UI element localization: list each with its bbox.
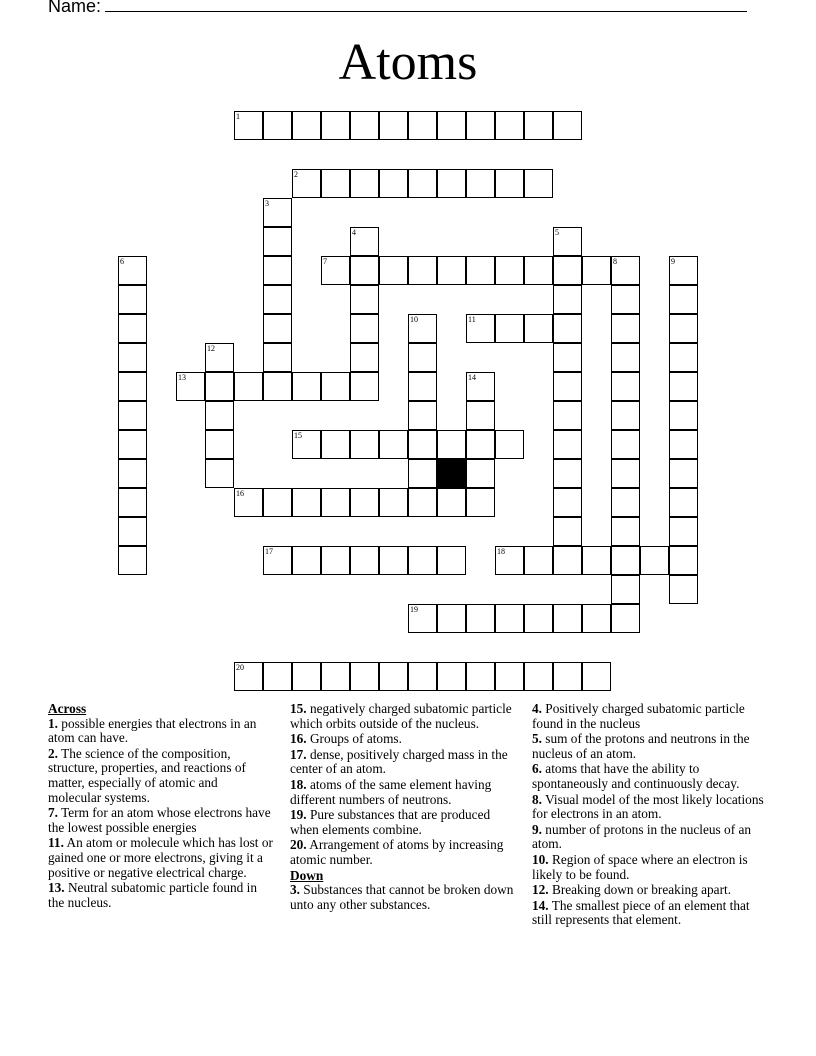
across-clue <box>48 881 273 910</box>
clue-number: 1. <box>48 715 58 731</box>
grid-cell[interactable] <box>118 546 147 575</box>
grid-cell[interactable] <box>466 662 495 691</box>
clues-column-2 <box>290 702 520 913</box>
across-clue <box>290 732 520 747</box>
clue-number-1: 1 <box>236 112 240 121</box>
grid-cell[interactable] <box>466 169 495 198</box>
clues-column-3 <box>532 702 772 929</box>
clues-column-1 <box>48 702 273 911</box>
grid-cell[interactable] <box>611 343 640 372</box>
clue-number-14: 14 <box>468 373 476 382</box>
grid-cell[interactable] <box>379 488 408 517</box>
across-clue <box>290 748 520 777</box>
grid-cell[interactable] <box>205 459 234 488</box>
down-clue <box>532 702 772 731</box>
grid-cell[interactable] <box>611 314 640 343</box>
grid-cell[interactable] <box>611 285 640 314</box>
grid-cell[interactable] <box>350 546 379 575</box>
grid-cell[interactable] <box>118 285 147 314</box>
clue-text: Visual model of the most likely locations for electrons in an atom. <box>532 791 764 822</box>
clue-text: sum of the protons and neutrons in the nucleus of an atom. <box>532 731 750 761</box>
clue-number: 20. <box>290 837 307 853</box>
clue-text: Groups of atoms. <box>306 731 402 747</box>
grid-cell[interactable] <box>321 430 350 459</box>
grid-cell[interactable] <box>118 372 147 401</box>
grid-cell[interactable] <box>611 604 640 633</box>
across-clue <box>48 747 273 805</box>
clue-text: The science of the composition, structure, properties, and reactions of matter, especially of atomic and molecular systems. <box>48 745 246 805</box>
grid-cell[interactable] <box>553 372 582 401</box>
grid-cell[interactable] <box>263 372 292 401</box>
grid-cell[interactable] <box>495 111 524 140</box>
grid-cell[interactable] <box>292 546 321 575</box>
grid-cell[interactable] <box>205 401 234 430</box>
grid-cell[interactable] <box>669 314 698 343</box>
down-clue <box>532 762 772 791</box>
clue-number-8: 8 <box>613 257 617 266</box>
down-clue <box>532 883 772 898</box>
grid-cell[interactable] <box>408 546 437 575</box>
grid-cell[interactable] <box>582 604 611 633</box>
grid-cell[interactable] <box>466 401 495 430</box>
clue-text: Pure substances that are produced when elements combine. <box>290 807 491 837</box>
clue-number-9: 9 <box>671 257 675 266</box>
grid-cell[interactable] <box>553 459 582 488</box>
grid-cell[interactable] <box>263 227 292 256</box>
clue-text: Region of space where an electron is likely to be found. <box>532 851 748 882</box>
grid-cell[interactable] <box>350 169 379 198</box>
grid-cell[interactable] <box>263 488 292 517</box>
grid-cell[interactable] <box>582 546 611 575</box>
grid-cell[interactable] <box>408 169 437 198</box>
clue-number: 10. <box>532 851 549 867</box>
grid-cell[interactable] <box>408 488 437 517</box>
grid-cell[interactable] <box>408 459 437 488</box>
clue-number: 19. <box>290 807 307 823</box>
grid-cell[interactable] <box>205 372 234 401</box>
grid-cell[interactable] <box>553 430 582 459</box>
grid-cell[interactable] <box>437 111 466 140</box>
clue-number-10: 10 <box>410 315 418 324</box>
grid-cell[interactable] <box>205 430 234 459</box>
grid-cell[interactable] <box>611 372 640 401</box>
grid-cell[interactable] <box>669 401 698 430</box>
across-clue <box>290 702 520 731</box>
grid-cell[interactable] <box>466 459 495 488</box>
clue-number: 9. <box>532 821 542 837</box>
grid-cell[interactable] <box>437 604 466 633</box>
grid-cell[interactable] <box>350 488 379 517</box>
grid-cell[interactable] <box>611 517 640 546</box>
clue-text: atoms of the same element having different numbers of neutrons. <box>290 776 492 807</box>
clue-number: 4. <box>532 701 542 716</box>
clue-text: An atom or molecule which has lost or gained one or more electrons, giving it a positive or negative electrical charge. <box>48 835 273 880</box>
across-clue <box>290 808 520 837</box>
across-clue <box>48 836 273 880</box>
grid-cell[interactable] <box>321 111 350 140</box>
grid-cell[interactable] <box>669 459 698 488</box>
grid-cell[interactable] <box>350 372 379 401</box>
clue-number-16: 16 <box>236 489 244 498</box>
grid-cell[interactable] <box>408 111 437 140</box>
grid-cell[interactable] <box>379 430 408 459</box>
clue-text: Breaking down or breaking apart. <box>548 882 732 898</box>
clue-number: 11. <box>48 835 64 851</box>
clue-text: negatively charged subatomic particle which orbits outside of the nucleus. <box>290 701 512 731</box>
down-heading: Down <box>290 867 324 883</box>
clue-number: 3. <box>290 882 300 898</box>
clue-number: 5. <box>532 731 542 747</box>
clue-number: 13. <box>48 880 65 896</box>
grid-cell[interactable] <box>118 517 147 546</box>
clue-number-15: 15 <box>294 431 302 440</box>
grid-cell[interactable] <box>669 343 698 372</box>
clue-number-4: 4 <box>352 228 356 237</box>
clue-number: 15. <box>290 701 307 716</box>
grid-cell[interactable] <box>408 662 437 691</box>
grid-cell[interactable] <box>669 575 698 604</box>
clue-text: Substances that cannot be broken down unto any other substances. <box>290 882 514 912</box>
grid-cell[interactable] <box>350 430 379 459</box>
grid-cell[interactable] <box>495 169 524 198</box>
grid-cell[interactable] <box>524 662 553 691</box>
grid-cell[interactable] <box>553 604 582 633</box>
grid-cell[interactable] <box>611 488 640 517</box>
grid-cell[interactable] <box>118 488 147 517</box>
across-clue <box>290 778 520 807</box>
grid-cell[interactable] <box>611 459 640 488</box>
grid-cell[interactable] <box>524 314 553 343</box>
grid-cell[interactable] <box>263 256 292 285</box>
across-heading: Across <box>48 701 87 716</box>
down-clue <box>290 883 520 912</box>
clue-number-19: 19 <box>410 605 418 614</box>
grid-cell[interactable] <box>611 401 640 430</box>
clue-number-12: 12 <box>207 344 215 353</box>
clue-number-2: 2 <box>294 170 298 179</box>
grid-cell[interactable] <box>408 401 437 430</box>
clue-number-3: 3 <box>265 199 269 208</box>
grid-cell[interactable] <box>321 662 350 691</box>
clue-number-13: 13 <box>178 373 186 382</box>
grid-cell[interactable] <box>437 169 466 198</box>
clue-number-11: 11 <box>468 315 476 324</box>
grid-cell[interactable] <box>611 546 640 575</box>
clue-number: 7. <box>48 805 58 821</box>
grid-cell[interactable] <box>263 662 292 691</box>
grid-cell[interactable] <box>524 546 553 575</box>
grid-cell[interactable] <box>553 285 582 314</box>
grid-cell[interactable] <box>495 256 524 285</box>
clue-number-20: 20 <box>236 663 244 672</box>
clue-number: 17. <box>290 746 307 762</box>
grid-cell[interactable] <box>524 256 553 285</box>
grid-cell[interactable] <box>669 546 698 575</box>
across-clue <box>290 838 520 867</box>
grid-cell[interactable] <box>466 488 495 517</box>
name-label: Name: <box>48 0 102 16</box>
grid-cell[interactable] <box>669 430 698 459</box>
grid-cell[interactable] <box>669 517 698 546</box>
grid-cell[interactable] <box>553 314 582 343</box>
grid-cell[interactable] <box>437 488 466 517</box>
grid-cell[interactable] <box>292 372 321 401</box>
clue-text: Neutral subatomic particle found in the nucleus. <box>48 880 258 910</box>
clue-number-17: 17 <box>265 547 273 556</box>
clue-number-6: 6 <box>120 257 124 266</box>
clue-number: 12. <box>532 882 549 898</box>
grid-cell[interactable] <box>437 546 466 575</box>
grid-cell[interactable] <box>263 343 292 372</box>
grid-cell[interactable] <box>118 343 147 372</box>
grid-cell[interactable] <box>292 662 321 691</box>
grid-cell[interactable] <box>553 401 582 430</box>
grid-cell[interactable] <box>292 111 321 140</box>
grid-cell[interactable] <box>582 662 611 691</box>
down-clue <box>532 853 772 882</box>
grid-cell[interactable] <box>669 372 698 401</box>
grid-cell[interactable] <box>524 111 553 140</box>
grid-cell[interactable] <box>408 343 437 372</box>
grid-cell[interactable] <box>118 430 147 459</box>
clue-number: 18. <box>290 776 307 792</box>
grid-cell[interactable] <box>495 662 524 691</box>
clue-text: number of protons in the nucleus of an atom. <box>532 821 751 852</box>
grid-cell[interactable] <box>669 285 698 314</box>
down-clue <box>532 793 772 822</box>
clue-text: Positively charged subatomic particle found in the nucleus <box>532 701 745 731</box>
clue-text: The smallest piece of an element that still represents that element. <box>532 897 750 928</box>
grid-cell[interactable] <box>437 430 466 459</box>
grid-cell[interactable] <box>437 662 466 691</box>
grid-cell[interactable] <box>553 662 582 691</box>
grid-cell[interactable] <box>379 662 408 691</box>
grid-cell[interactable] <box>495 430 524 459</box>
grid-cell[interactable] <box>437 256 466 285</box>
grid-cell[interactable] <box>350 285 379 314</box>
grid-cell[interactable] <box>553 546 582 575</box>
grid-cell[interactable] <box>582 256 611 285</box>
grid-cell[interactable] <box>350 662 379 691</box>
grid-cell[interactable] <box>553 343 582 372</box>
grid-cell[interactable] <box>118 459 147 488</box>
across-clue <box>48 717 273 746</box>
grid-cell[interactable] <box>263 111 292 140</box>
clue-number: 2. <box>48 745 58 761</box>
grid-cell[interactable] <box>466 111 495 140</box>
grid-cell[interactable] <box>118 314 147 343</box>
clue-number-7: 7 <box>323 257 327 266</box>
grid-cell[interactable] <box>379 111 408 140</box>
puzzle-title: Atoms <box>338 34 478 91</box>
grid-cell[interactable] <box>350 314 379 343</box>
grid-cell[interactable] <box>524 169 553 198</box>
black-cell <box>437 459 466 488</box>
across-clue <box>48 806 273 835</box>
grid-cell[interactable] <box>321 372 350 401</box>
down-clue <box>532 899 772 928</box>
clue-text: atoms that have the ability to spontaneously and continuously decay. <box>532 761 740 791</box>
clue-text: Arrangement of atoms by increasing atomic number. <box>290 837 504 867</box>
grid-cell[interactable] <box>408 256 437 285</box>
grid-cell[interactable] <box>553 256 582 285</box>
grid-cell[interactable] <box>524 604 553 633</box>
grid-cell[interactable] <box>379 256 408 285</box>
grid-cell[interactable] <box>611 575 640 604</box>
grid-cell[interactable] <box>321 169 350 198</box>
grid-cell[interactable] <box>553 488 582 517</box>
down-clue <box>532 732 772 761</box>
clue-text: Term for an atom whose electrons have the lowest possible energies <box>48 805 271 835</box>
grid-cell[interactable] <box>350 256 379 285</box>
grid-cell[interactable] <box>553 111 582 140</box>
grid-cell[interactable] <box>408 430 437 459</box>
grid-cell[interactable] <box>466 256 495 285</box>
grid-cell[interactable] <box>321 488 350 517</box>
grid-cell[interactable] <box>495 604 524 633</box>
grid-cell[interactable] <box>553 517 582 546</box>
clue-text: dense, positively charged mass in the center of an atom. <box>290 746 508 777</box>
grid-cell[interactable] <box>379 169 408 198</box>
clue-text: possible energies that electrons in an atom can have. <box>48 715 257 746</box>
clue-number: 14. <box>532 897 549 913</box>
grid-cell[interactable] <box>292 488 321 517</box>
grid-cell[interactable] <box>640 546 669 575</box>
clue-number: 6. <box>532 761 542 777</box>
grid-cell[interactable] <box>466 604 495 633</box>
grid-cell[interactable] <box>321 546 350 575</box>
clue-number-5: 5 <box>555 228 559 237</box>
grid-cell[interactable] <box>234 372 263 401</box>
grid-cell[interactable] <box>263 285 292 314</box>
grid-cell[interactable] <box>379 546 408 575</box>
grid-cell[interactable] <box>408 372 437 401</box>
grid-cell[interactable] <box>263 314 292 343</box>
grid-cell[interactable] <box>118 401 147 430</box>
grid-cell[interactable] <box>350 111 379 140</box>
grid-cell[interactable] <box>611 430 640 459</box>
clue-number-18: 18 <box>497 547 505 556</box>
grid-cell[interactable] <box>350 343 379 372</box>
grid-cell[interactable] <box>495 314 524 343</box>
grid-cell[interactable] <box>669 488 698 517</box>
clue-number: 16. <box>290 731 307 747</box>
grid-cell[interactable] <box>466 430 495 459</box>
down-clue <box>532 823 772 852</box>
clue-number: 8. <box>532 791 542 807</box>
